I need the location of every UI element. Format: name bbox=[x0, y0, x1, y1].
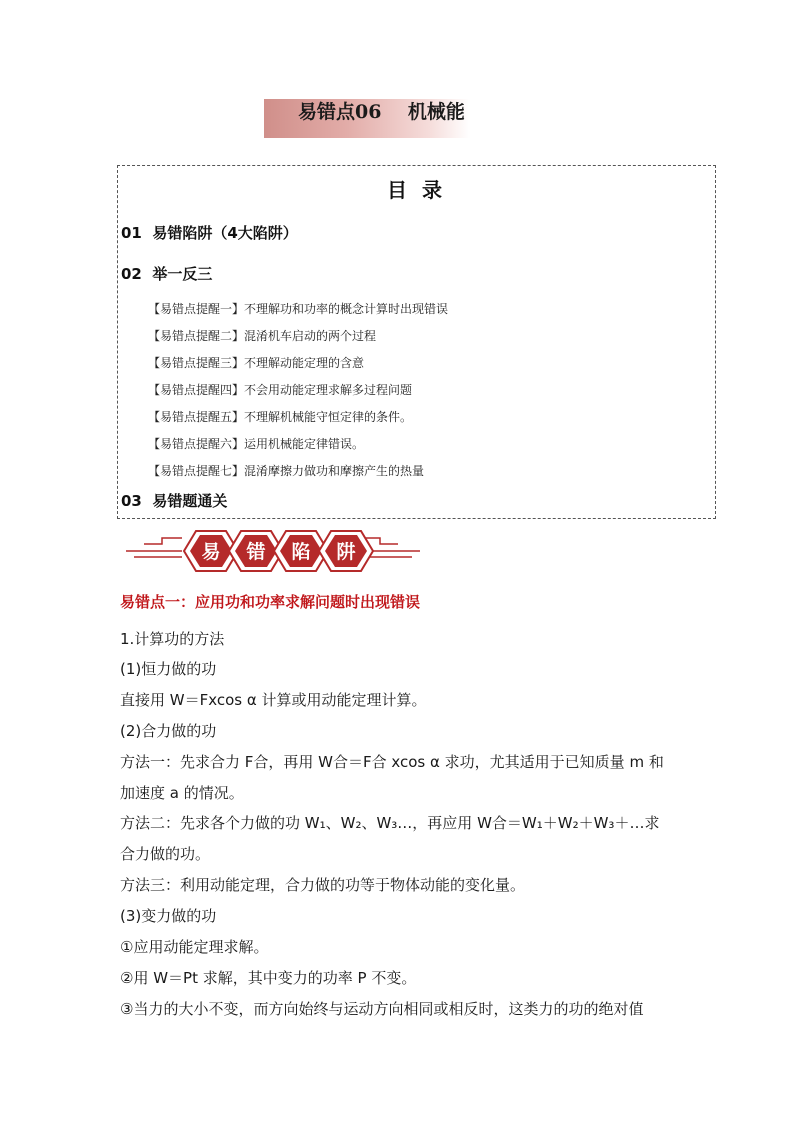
paragraph-line: 方法二：先求各个力做的功 W₁、W₂、W₃…，再应用 W合＝W₁＋W₂＋W₃＋…求 bbox=[120, 814, 660, 832]
paragraph-line: (1)恒力做的功 bbox=[120, 660, 217, 678]
table-of-contents bbox=[117, 165, 716, 519]
toc-item[interactable]: 【易错点提醒六】运用机械能定律错误。 bbox=[148, 437, 365, 451]
toc-section-examples[interactable]: 02 举一反三 bbox=[121, 265, 213, 283]
ribbon-char: 易 bbox=[201, 541, 221, 563]
ribbon-char: 错 bbox=[246, 541, 266, 563]
ribbon-char: 阱 bbox=[336, 541, 356, 563]
toc-item[interactable]: 【易错点提醒一】不理解功和功率的概念计算时出现错误 bbox=[148, 302, 449, 316]
ribbon-decoration-left bbox=[126, 538, 182, 557]
paragraph-line: ①应用动能定理求解。 bbox=[120, 938, 269, 956]
paragraph-line: ②用 W＝Pt 求解，其中变力的功率 P 不变。 bbox=[120, 969, 417, 987]
paragraph-line: 直接用 W＝Fxcos α 计算或用动能定理计算。 bbox=[120, 691, 427, 709]
section-title: 易错点一：应用功和功率求解问题时出现错误 bbox=[120, 593, 421, 611]
toc-section-exercises[interactable]: 03 易错题通关 bbox=[121, 492, 228, 510]
paragraph-line: (3)变力做的功 bbox=[120, 907, 217, 925]
paragraph-line: 加速度 a 的情况。 bbox=[120, 784, 244, 802]
paragraph-line: 方法一：先求合力 F合，再用 W合＝F合 xcos α 求功，尤其适用于已知质量 m 和 bbox=[120, 753, 664, 771]
toc-item[interactable]: 【易错点提醒二】混淆机车启动的两个过程 bbox=[148, 329, 377, 343]
ribbon-char: 陷 bbox=[291, 541, 311, 563]
toc-heading: 目 录 bbox=[387, 178, 446, 202]
paragraph-line: (2)合力做的功 bbox=[120, 722, 217, 740]
toc-item[interactable]: 【易错点提醒三】不理解动能定理的含意 bbox=[148, 356, 365, 370]
section-ribbon-traps bbox=[120, 526, 425, 576]
paragraph-line: ③当力的大小不变，而方向始终与运动方向相同或相反时，这类力的功的绝对值 bbox=[120, 1000, 644, 1018]
page-title: 易错点06 机械能 bbox=[298, 101, 465, 123]
paragraph-line: 方法三：利用动能定理，合力做的功等于物体动能的变化量。 bbox=[120, 876, 526, 894]
toc-item[interactable]: 【易错点提醒七】混淆摩擦力做功和摩擦产生的热量 bbox=[148, 464, 425, 478]
toc-item[interactable]: 【易错点提醒五】不理解机械能守恒定律的条件。 bbox=[148, 410, 413, 424]
paragraph-line: 1.计算功的方法 bbox=[120, 630, 225, 648]
toc-section-traps[interactable]: 01 易错陷阱（4大陷阱） bbox=[121, 224, 298, 242]
ribbon-hexagon bbox=[319, 531, 373, 571]
paragraph-line: 合力做的功。 bbox=[120, 845, 211, 863]
toc-item[interactable]: 【易错点提醒四】不会用动能定理求解多过程问题 bbox=[148, 383, 413, 397]
